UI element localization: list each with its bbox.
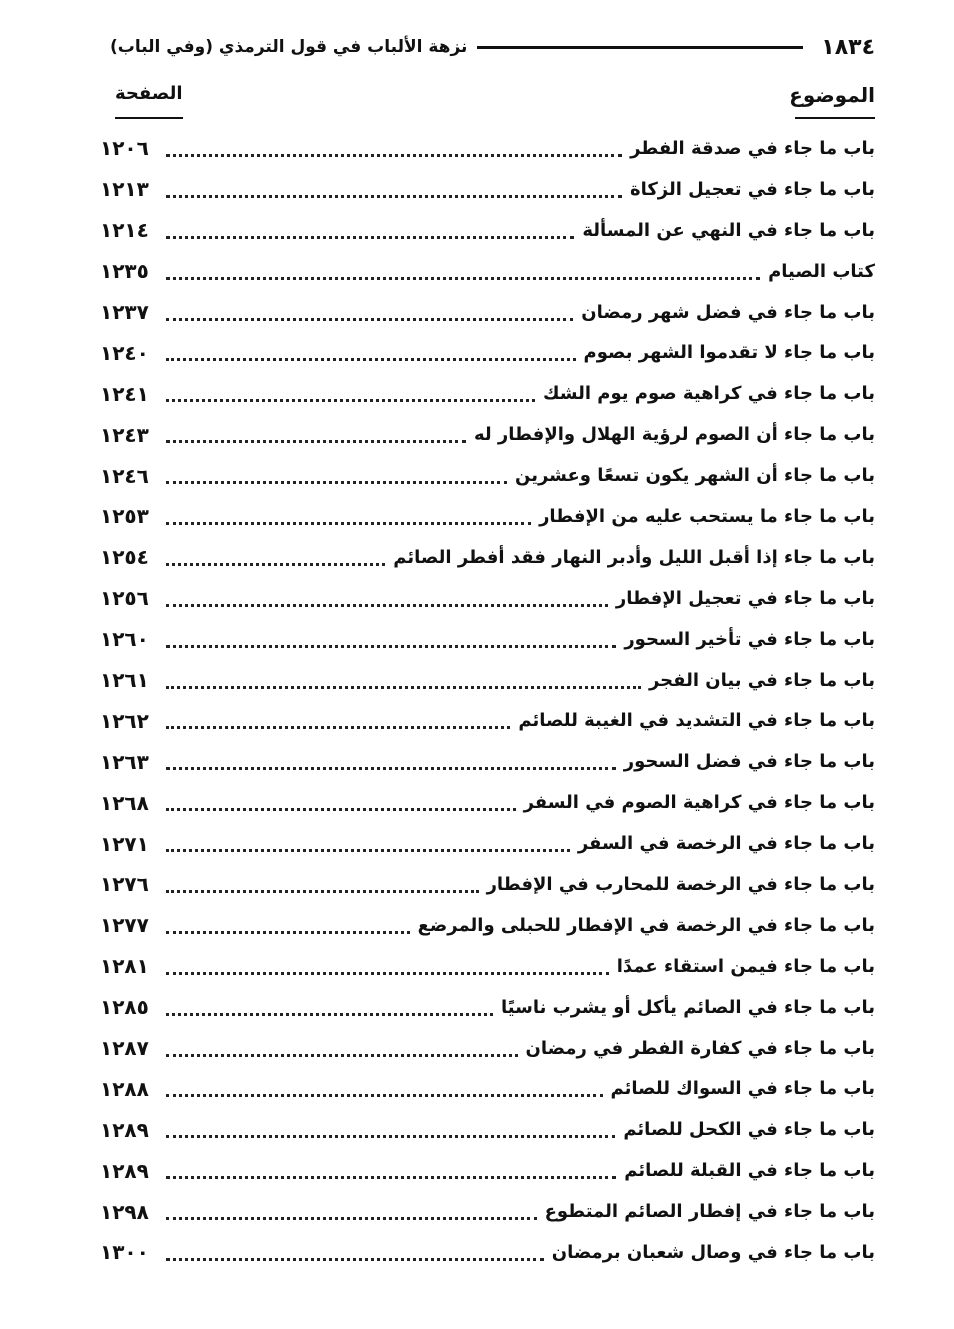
toc-entry-page: ١٢٧٧ xyxy=(100,913,149,938)
dot-leader xyxy=(166,1176,616,1179)
toc-entry-title: باب ما جاء في التشديد في الغيبة للصائم xyxy=(518,710,875,732)
toc-entry xyxy=(100,1028,875,1069)
toc-entry-page: ١٢٧٦ xyxy=(100,872,149,897)
toc-entry-title: باب ما جاء في الرخصة في السفر xyxy=(577,833,875,855)
dot-leader xyxy=(166,358,576,361)
toc-entry-title: باب ما جاء في بيان الفجر xyxy=(648,669,875,691)
dot-leader xyxy=(166,154,622,157)
toc-entry-title: باب ما جاء في الرخصة في الإفطار للحبلى والمرضع xyxy=(417,914,875,936)
toc-entry-page: ١٢٨٩ xyxy=(100,1158,149,1183)
toc-entry-title: باب ما جاء أن الشهر يكون تسعًا وعشرين xyxy=(515,465,875,487)
header-rule xyxy=(477,46,803,49)
dot-leader xyxy=(166,1054,518,1057)
toc-entry-title: باب ما جاء ما يستحب عليه من الإفطار xyxy=(539,505,875,527)
toc-entry-title: باب ما جاء في وصال شعبان برمضان xyxy=(551,1241,875,1263)
dot-leader xyxy=(166,1258,544,1261)
toc-entry-title: باب ما جاء في تعجيل الزكاة xyxy=(629,178,875,200)
dot-leader xyxy=(166,808,516,811)
toc-entry-page: ١٢٦٨ xyxy=(100,790,149,815)
toc-entry xyxy=(100,782,875,823)
dot-leader xyxy=(166,686,641,689)
toc-entry-page: ١٢٥٣ xyxy=(100,504,149,529)
dot-leader xyxy=(166,1094,603,1097)
dot-leader xyxy=(166,522,531,525)
toc-entry-page: ١٢٩٨ xyxy=(100,1199,149,1224)
dot-leader xyxy=(166,195,622,198)
toc-entry-title: باب ما جاء في الكحل للصائم xyxy=(623,1119,875,1141)
toc-entry xyxy=(100,373,875,414)
toc-entry-title: باب ما جاء في تأخير السحور xyxy=(624,628,875,650)
toc-entry-title: باب ما جاء في تعجيل الإفطار xyxy=(615,587,875,609)
toc-entry xyxy=(100,987,875,1028)
toc-entry-title: باب ما جاء في النهي عن المسألة xyxy=(582,219,875,241)
toc-entry-title: باب ما جاء في إفطار الصائم المتطوع xyxy=(544,1201,875,1223)
toc-entry xyxy=(100,414,875,455)
toc-entry-page: ١٢٨٩ xyxy=(100,1117,149,1142)
toc-entry-page: ١٢٧١ xyxy=(100,831,149,856)
toc-entry-page: ١٢٥٦ xyxy=(100,586,149,611)
toc-entry-page: ١٢٥٤ xyxy=(100,545,149,570)
toc-entry-title: باب ما جاء فيمن استقاء عمدًا xyxy=(616,955,875,977)
toc-entry-title: باب ما جاء في السواك للصائم xyxy=(610,1078,875,1100)
dot-leader xyxy=(166,318,573,321)
dot-leader xyxy=(166,1013,493,1016)
toc-entry xyxy=(100,619,875,660)
toc-entry-page: ١٢٠٦ xyxy=(100,136,149,161)
toc-entry-page: ١٢١٤ xyxy=(100,218,149,243)
dot-leader xyxy=(166,767,616,770)
toc-entry xyxy=(100,332,875,373)
toc-entry-page: ١٢٨٨ xyxy=(100,1076,149,1101)
dot-leader xyxy=(166,277,760,280)
book-title: نزهة الألباب في قول الترمذي (وفي الباب) xyxy=(110,37,468,57)
dot-leader xyxy=(166,972,609,975)
toc-entry xyxy=(100,128,875,169)
dot-leader xyxy=(166,890,479,893)
topic-header-underline xyxy=(795,117,875,119)
toc-entry-title: باب ما جاء في القبلة للصائم xyxy=(624,1160,875,1182)
toc-entry xyxy=(100,823,875,864)
toc-entry-title: باب ما جاء في فضل شهر رمضان xyxy=(581,301,875,323)
toc-entry-title: باب ما جاء أن الصوم لرؤية الهلال والإفطار له xyxy=(473,424,875,446)
toc-entry-title: باب ما جاء في صدقة الفطر xyxy=(630,137,875,159)
toc-entry-page: ١٢٨١ xyxy=(100,954,149,979)
toc-entry-page: ١٢٦٢ xyxy=(100,708,149,733)
toc-entry-title: باب ما جاء لا تقدموا الشهر بصوم xyxy=(583,342,875,364)
toc-entry-title: باب ما جاء في الصائم يأكل أو يشرب ناسيًا xyxy=(501,996,875,1018)
dot-leader xyxy=(166,236,574,239)
dot-leader xyxy=(166,849,570,852)
dot-leader xyxy=(166,440,466,443)
dot-leader xyxy=(166,1217,537,1220)
column-headers xyxy=(115,83,875,119)
toc-entry-page: ١٢٤٦ xyxy=(100,463,149,488)
toc-entry-title: باب ما جاء في الرخصة للمحارب في الإفطار xyxy=(486,873,875,895)
toc-entry xyxy=(100,496,875,537)
toc-entry xyxy=(100,251,875,292)
toc-entry-page: ١٢٣٧ xyxy=(100,300,149,324)
toc-entry-title: باب ما جاء إذا أقبل الليل وأدبر النهار فقد أفطر الصائم xyxy=(393,546,875,568)
toc-entry xyxy=(100,578,875,619)
dot-leader xyxy=(166,645,616,648)
toc-entry xyxy=(100,864,875,905)
dot-leader xyxy=(166,1135,615,1138)
toc-entry xyxy=(100,741,875,782)
toc-entry xyxy=(100,1191,875,1232)
toc-entry xyxy=(100,1068,875,1109)
topic-column-header: الموضوع xyxy=(789,83,875,107)
toc-entry-page: ١٢٦٣ xyxy=(100,749,149,774)
toc-entry-page: ١٣٠٠ xyxy=(100,1240,149,1265)
toc-entry-page: ١٢٤٠ xyxy=(100,340,149,365)
toc-entry-title: باب ما جاء في كراهية الصوم في السفر xyxy=(523,792,875,814)
page-header-underline xyxy=(115,117,183,119)
toc-entry xyxy=(100,455,875,496)
running-head xyxy=(110,30,875,64)
toc-entry-page: ١٢٦٠ xyxy=(100,627,149,652)
toc-entry xyxy=(100,1232,875,1273)
toc-entry-page: ١٢٤٣ xyxy=(100,422,149,447)
dot-leader xyxy=(166,563,385,566)
toc-entry-page: ١٢٣٥ xyxy=(100,259,149,284)
toc-entry-title: كتاب الصيام xyxy=(768,260,875,282)
dot-leader xyxy=(166,604,608,607)
toc-entry xyxy=(100,537,875,578)
toc-entry-page: ١٢٨٧ xyxy=(100,1036,149,1061)
toc-entry-title: باب ما جاء في فضل السحور xyxy=(623,751,875,773)
toc-entry xyxy=(100,1109,875,1150)
toc-entry xyxy=(100,660,875,701)
toc-entry xyxy=(100,169,875,210)
dot-leader xyxy=(166,399,535,402)
dot-leader xyxy=(166,481,507,484)
toc-entry xyxy=(100,905,875,946)
toc-entry xyxy=(100,292,875,333)
toc-entry xyxy=(100,210,875,251)
toc-entry-page: ١٢٨٥ xyxy=(100,995,149,1020)
toc-entry-title: باب ما جاء في كراهية صوم يوم الشك xyxy=(543,383,875,405)
toc-entry-page: ١٢١٣ xyxy=(100,177,149,202)
toc-entry xyxy=(100,946,875,987)
toc-entry xyxy=(100,700,875,741)
toc-entry xyxy=(100,1150,875,1191)
toc-entry-page: ١٢٤١ xyxy=(100,381,149,406)
table-of-contents xyxy=(100,128,875,1273)
dot-leader xyxy=(166,726,510,729)
page-number: ١٨٣٤ xyxy=(821,34,875,60)
toc-entry-title: باب ما جاء في كفارة الفطر في رمضان xyxy=(525,1037,875,1059)
dot-leader xyxy=(166,931,410,934)
page-column-header: الصفحة xyxy=(115,83,183,104)
toc-entry-page: ١٢٦١ xyxy=(100,668,149,693)
